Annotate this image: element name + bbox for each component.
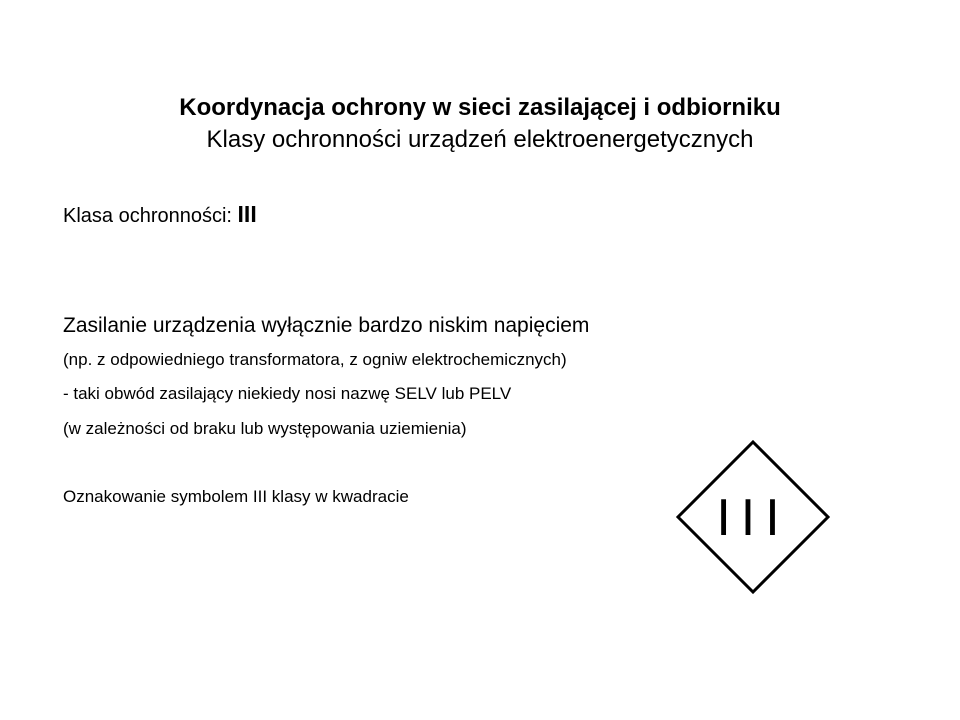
circuit-note: - taki obwód zasilający niekiedy nosi nazwę SELV lub PELV [63,384,512,403]
marking-note: Oznakowanie symbolem III klasy w kwadracie [63,487,409,506]
protection-class-line [63,200,257,230]
slide-subtitle: Klasy ochronności urządzeń elektroenergetycznych [206,126,754,153]
grounding-note: (w zależności od braku lub występowania uziemienia) [63,419,467,438]
slide-title: Koordynacja ochrony w sieci zasilającej i odbiorniku [179,94,781,121]
class-iii-symbol-icon [676,440,830,594]
title-block [0,92,960,156]
symbol-text: III [716,489,790,547]
protection-class-label: Klasa ochronności: [63,205,238,227]
protection-class-value: III [237,201,257,227]
supply-heading: Zasilanie urządzenia wyłącznie bardzo niskim napięciem [63,314,590,337]
supply-example: (np. z odpowiedniego transformatora, z ogniw elektrochemicznych) [63,350,567,369]
